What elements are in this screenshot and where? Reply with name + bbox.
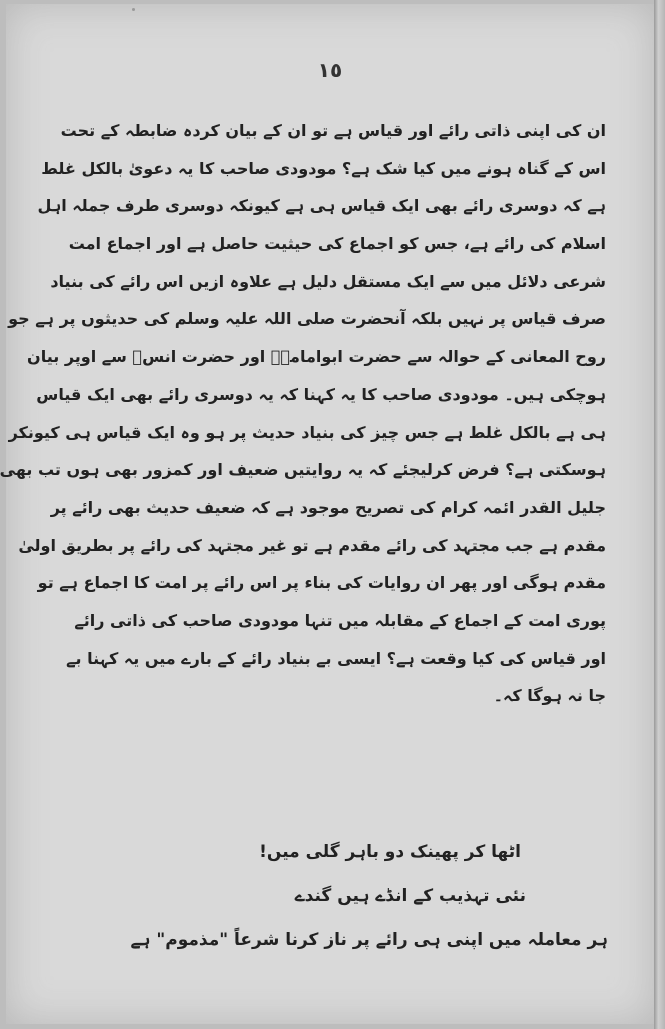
closing-line: ہر معاملہ میں اپنی ہی رائے پر ناز کرنا شرعاً "مذموم" ہے	[130, 930, 608, 950]
text-line: ان کی اپنی ذاتی رائے اور قیاس ہے تو ان کے بیان کردہ ضابطہ کے تحت	[60, 121, 606, 140]
verse-block	[6, 830, 654, 962]
text-line: ہوسکتی ہے؟ فرض کرلیجئے کہ یہ روایتیں ضعیف اور کمزور بھی ہوں تب بھی	[0, 460, 606, 480]
page-body	[0, 112, 606, 715]
book-page	[0, 4, 654, 1024]
text-line: پوری امت کے اجماع کے مقابلہ میں تنہا مودودی صاحب کی ذاتی رائے	[74, 610, 606, 630]
text-line: صرف قیاس پر نہیں بلکہ آنحضرت صلی اللہ علیہ وسلم کی حدیثوں پر ہے جو	[8, 309, 606, 329]
text-line: ہی ہے بالکل غلط ہے جس چیز کی بنیاد حدیث پر ہو وہ ایک قیاس ہی کیونکر	[8, 422, 606, 442]
text-line: جلیل القدر ائمہ کرام کی تصریح موجود ہے کہ ضعیف حدیث بھی رائے پر	[50, 497, 606, 517]
verse-line-2: نئی تہذیب کے انڈے ہیں گندے	[294, 886, 526, 906]
text-line: اور قیاس کی کیا وقعت ہے؟ ایسی بے بنیاد رائے کے بارے میں یہ کہنا بے	[66, 648, 606, 668]
paper-speck	[132, 8, 135, 11]
text-line: جا نہ ہوگا کہ۔	[493, 686, 606, 706]
text-line: ہوچکی ہیں۔ مودودی صاحب کا یہ کہنا کہ یہ دوسری رائے بھی ایک قیاس	[36, 384, 606, 404]
text-line: مقدم ہے جب مجتہد کی رائے مقدم ہے تو غیر مجتہد کی رائے پر بطریق اولیٰ	[18, 535, 606, 555]
text-line: اسلام کی رائے ہے، جس کو اجماع کی حیثیت حاصل ہے اور اجماع امت	[68, 234, 606, 254]
text-line: مقدم ہوگی اور پھر ان روایات کی بناء پر اس رائے پر امت کا اجماع ہے تو	[37, 573, 606, 593]
text-line: ہے کہ دوسری رائے بھی ایک قیاس ہی ہے کیونکہ دوسری طرف جملہ اہل	[37, 196, 606, 216]
verse-line-1: اٹھا کر پھینک دو باہر گلی میں!	[259, 842, 521, 862]
page-edge-shadow	[654, 0, 665, 1029]
page-number: ١٥	[317, 58, 343, 82]
text-line: اس کے گناہ ہونے میں کیا شک ہے؟ مودودی صاحب کا یہ دعویٰ بالکل غلط	[41, 158, 606, 178]
text-line: شرعی دلائل میں سے ایک مستقل دلیل ہے علاوہ ازیں اس رائے کی بنیاد	[50, 271, 606, 291]
text-line: روح المعانی کے حوالہ سے حضرت ابوامامہؓ اور حضرت انسؓ سے اوپر بیان	[27, 347, 606, 367]
